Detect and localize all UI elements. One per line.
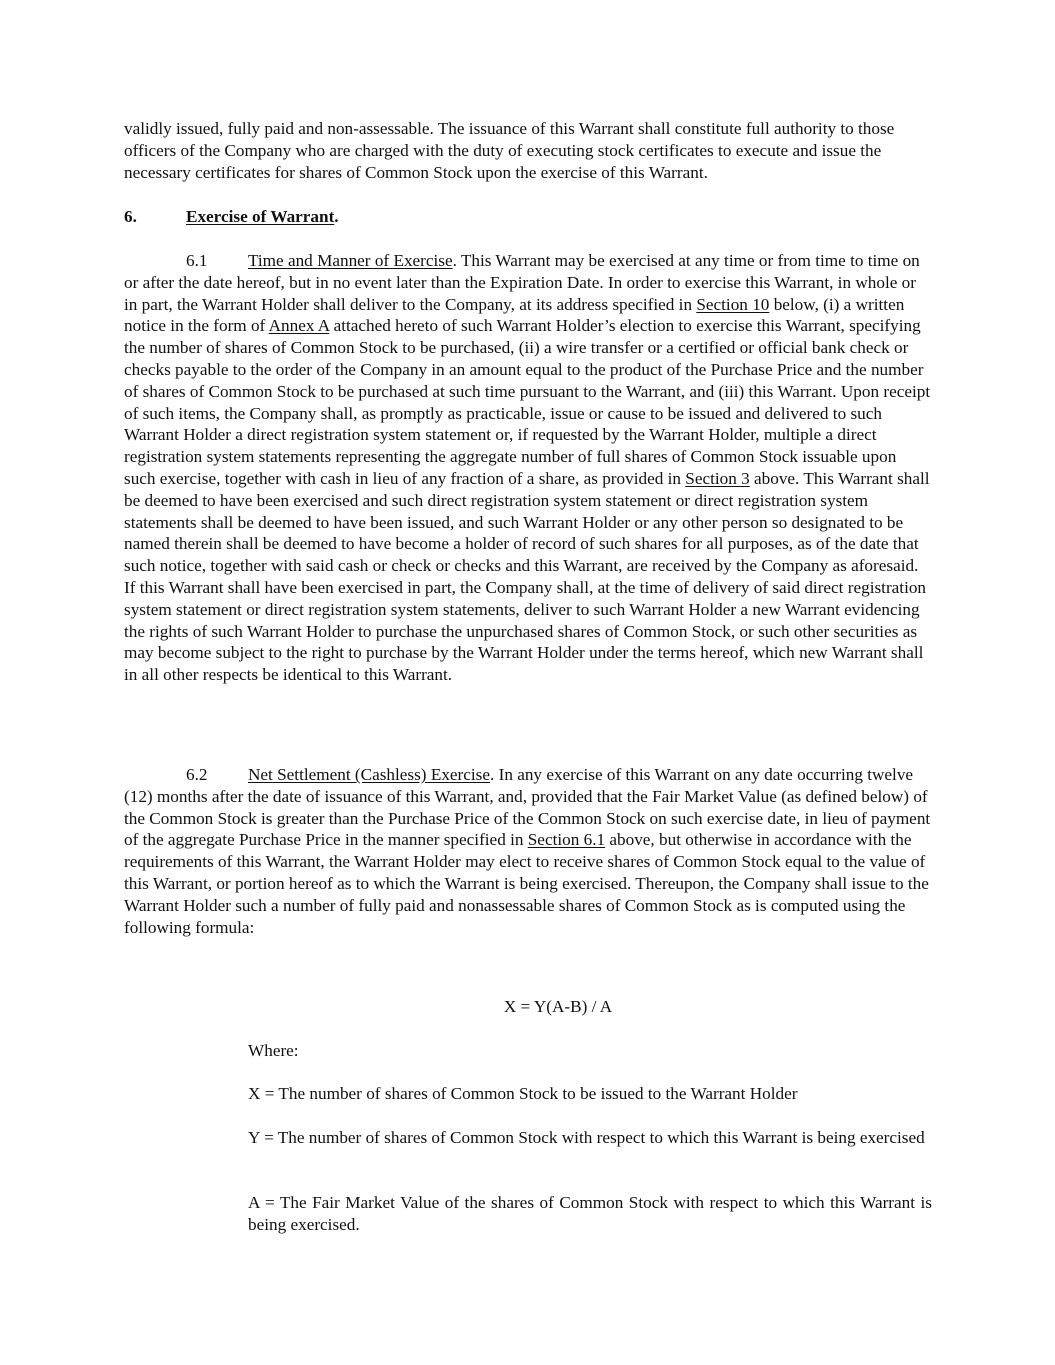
section-3-reference: Section 3 xyxy=(685,468,750,488)
where-label: Where: xyxy=(248,1041,299,1060)
section-6-1-text: . This Warrant may be exercised at any time or from time to time on or after the date hereof, but in no event later than the Expiration Date. In order to exercise this Warrant, in whole or in part, the Warrant Holder shall deliver to the Company, at its address specified in xyxy=(124,251,920,314)
section-6-2-number: 6.2 xyxy=(186,765,208,784)
section-6-number: 6. xyxy=(124,207,137,226)
section-6-1-text: above. This Warrant shall be deemed to have been exercised and such direct registration system statement or direct registration system statements shall be deemed to have been issued, and such Warrant Holder or any other person so designated to be named therein shall be deemed to have become a holder of record of such shares for all purposes, as of the date that such notice, together with said cash or check or checks and this Warrant, are received by the Company as aforesaid. If this Warrant shall have been exercised in part, the Company shall, at the time of delivery of said direct registration system statement or direct registration system statements, deliver to such Warrant Holder a new Warrant evidencing the rights of such Warrant Holder to purchase the unpurchased shares of Common Stock, or such other securities as may become subject to the right to purchase by the Warrant Holder under the terms hereof, which new Warrant shall in all other respects be identical to this Warrant. xyxy=(124,468,930,685)
section-6-title: Exercise of Warrant xyxy=(186,207,335,226)
section-6-title-punct: . xyxy=(334,207,339,226)
annex-a-reference: Annex A xyxy=(268,316,330,336)
section-6-2-title: Net Settlement (Cashless) Exercise xyxy=(248,765,490,784)
section-6-1-reference: Section 6.1 xyxy=(527,830,606,850)
section-6-1-text: below, (i) a written notice in the form of xyxy=(124,294,905,336)
definition-x: X = The number of shares of Common Stock to be issued to the Warrant Holder xyxy=(248,1084,798,1103)
section-10-reference: Section 10 xyxy=(696,294,770,314)
section-6-1-title: Time and Manner of Exercise xyxy=(248,251,453,270)
section-6-heading xyxy=(124,206,339,228)
intro-paragraph: validly issued, fully paid and non-assessable. The issuance of this Warrant shall constitute full authority to those officers of the Company who are charged with the duty of executing stock certificates to execute and issue the necessary certificates for shares of Common Stock upon the exercise of this Warrant. xyxy=(124,119,895,182)
section-6-2-text: . In any exercise of this Warrant on any date occurring twelve (12) months after the date of issuance of this Warrant, and, provided that the Fair Market Value (as defined below) of the Common Stock is greater than the Purchase Price of the Common Stock on such exercise date, in lieu of payment of the aggregate Purchase Price in the manner specified in xyxy=(124,765,931,850)
definition-a: A = The Fair Market Value of the shares of Common Stock with respect to which this Warrant is being exercised. xyxy=(248,1193,932,1234)
section-6-1-text: attached hereto of such Warrant Holder’s election to exercise this Warrant, specifying the number of shares of Common Stock to be purchased, (ii) a wire transfer or a certified or official bank check or checks payable to the order of the Company in an amount equal to the product of the Purchase Price and the number of shares of Common Stock to be purchased at such time pursuant to the Warrant, and (iii) this Warrant. Upon receipt of such items, the Company shall, as promptly as practicable, issue or cause to be issued and delivered to such Warrant Holder a direct registration system statement or, if requested by the Warrant Holder, multiple a direct registration system statements representing the aggregate number of full shares of Common Stock issuable upon such exercise, together with cash in lieu of any fraction of a share, as provided in xyxy=(124,316,931,488)
section-6-2-paragraph xyxy=(124,764,932,938)
section-6-2-text: above, but otherwise in accordance with the requirements of this Warrant, the Warrant Holder may elect to receive shares of Common Stock equal to the value of this Warrant, or portion hereof as to which the Warrant is being exercised. Thereupon, the Company shall issue to the Warrant Holder such a number of fully paid and nonassessable shares of Common Stock as is computed using the following formula: xyxy=(124,830,929,937)
formula: X = Y(A-B) / A xyxy=(503,997,613,1016)
definition-y: Y = The number of shares of Common Stock with respect to which this Warrant is being exercised xyxy=(248,1128,925,1147)
section-6-1-paragraph xyxy=(124,250,932,686)
section-6-1-number: 6.1 xyxy=(186,251,208,270)
